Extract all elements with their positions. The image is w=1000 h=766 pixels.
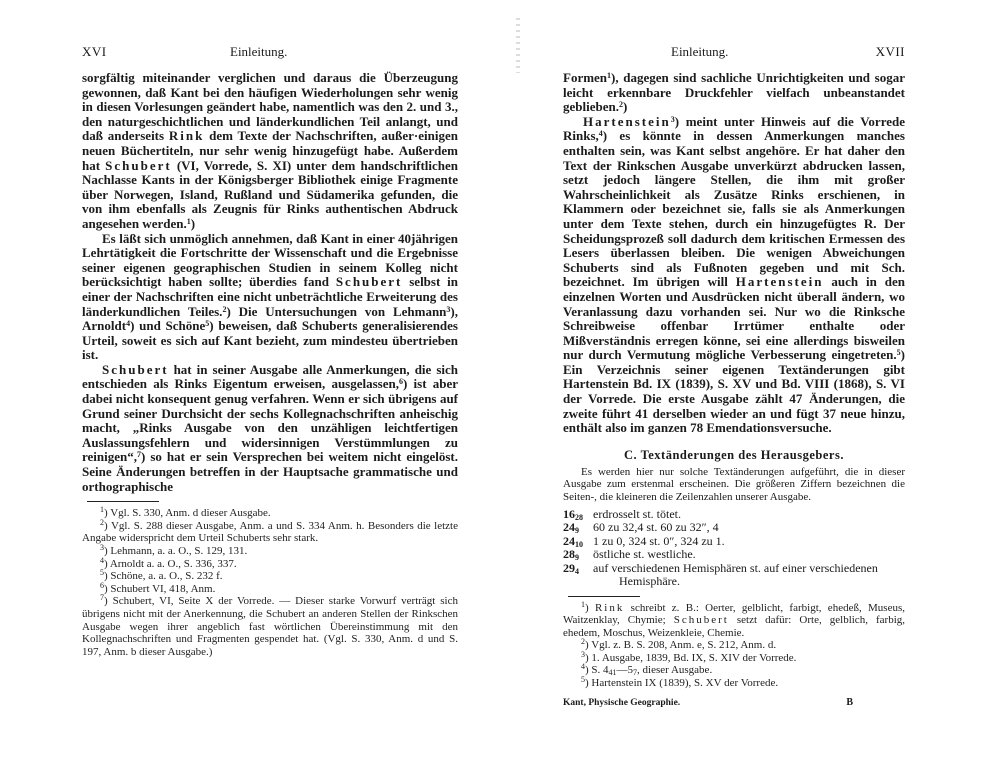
footnote: $^5$) Hartenstein IX (1839), S. XV der Vorrede.: [581, 675, 779, 690]
footnote-ref[interactable]: 5: [896, 348, 901, 358]
section-intro: Es werden hier nur solche Textänderungen aufgeführt, die in dieser Ausgabe zum erstenmal erscheinen. Die größeren Ziffern bezeichnen die Seiten-, die kleineren die Zeilenzahlen unserer Ausgabe.: [563, 465, 905, 503]
footnote: $^7$) Schubert, VI, Seite X der Vorrede. — Dieser starke Vorwurf verträgt sich übrigens nicht mit der Anerkennung, die Schubert an anderen Stellen der Rinkschen Ausgabe wegen ihrer angeblich fast wörtlichen Übereinstimmung mit den Kollegnachschriften und Fragmenten gespendet hat. (Vgl. S. 330, Anm. d und S. 197, Anm. b dieser Ausgabe.): [82, 593, 458, 658]
footnote-ref[interactable]: 3: [670, 114, 675, 124]
text-changes-list: [563, 508, 905, 588]
text-change-item: $16_{28}$ erdrosselt st. tötet.: [563, 507, 681, 523]
right-footnotes: [563, 599, 906, 690]
page-number: XVI: [82, 44, 107, 59]
footnote-ref[interactable]: 4: [126, 319, 131, 329]
spaced-name: Rink: [168, 128, 205, 144]
footnote-divider: [568, 596, 640, 597]
left-body-text: [82, 71, 458, 494]
running-title: Einleitung.: [230, 44, 288, 59]
signature-mark: B: [846, 696, 853, 708]
left-page: [82, 0, 458, 658]
page-number: XVII: [875, 44, 905, 59]
footnote-ref[interactable]: 1: [186, 216, 191, 226]
section-heading: C. Textänderungen des Herausgebers.: [624, 447, 844, 462]
footnote: $^2$) Vgl. S. 288 dieser Ausgabe, Anm. a und S. 334 Anm. h. Besonders die letzte Angabe widerspricht dem Urteil Schuberts sehr stark.: [82, 517, 458, 545]
spaced-name: Schubert: [102, 361, 169, 377]
paragraph: Hartenstein$^3$) meint unter Hinweis auf die Vorrede Rinks,$^4$) es könnte in dessen Anmerkungen manches enthalten sein, was Kant selbst angehöre. Er hat daher den Text der Rinkschen Ausgabe unverkürzt abdrucken lassen, setzt jedoch längere Stellen, die ihm mit großer Wahrscheinlichkeit als Zusätze Rinks erschienen, in Klammern oder bezeichnet sie, falls sie als Anmerkungen unter dem Texte stehen, durch ein hinzugefügtes R. Der Scheidungsprozeß soll dadurch dem kritischen Ermessen des Lesers überlassen bleiben. Die wenigen Abweichungen Schuberts sind als Fußnoten gegeben und mit Sch. bezeichnet. Im übrigen will Hartenstein auch in den einzelnen Worten und Ausdrücken nicht überall ändern, wo Veranlassung dazu vorhanden sei. Nur wo die Rinksche Schreibweise offenbar Irrtümer enthalte oder Mißverständnis erregen könne, sei eine allerdings bisweilen nur durch Vermutung mögliche Verbesserung eingetreten.$^5$) Ein Verzeichnis seiner eigenen Textänderungen gibt Hartenstein Bd. IX (1839), S. XV und Bd. VIII (1868), S. VI der Vorrede. Die erste Ausgabe zählt 47 Änderungen, die zweite führt 41 derselben wieder an und fügt 37 neue hinzu, enthält also im ganzen 78 Emendationsversuche.: [563, 113, 905, 436]
footnote: $^1$) Vgl. S. 330, Anm. d dieser Ausgabe.: [100, 505, 271, 520]
text-change-item: $24_9$ 60 zu 32,4 st. 60 zu 32″, 4: [563, 520, 719, 536]
paragraph: Formen$^1$), dagegen sind sachliche Unrichtigkeiten und sogar leicht erkennbare Druckfehler vielfach unbeanstandet geblieben.$^2$): [563, 70, 905, 115]
footnote: $^4$) Arnoldt a. a. O., S. 336, 337.: [100, 555, 237, 570]
footnote-divider: [87, 501, 159, 502]
spaced-name: Schubert: [335, 274, 403, 290]
footnote-ref[interactable]: 4: [598, 129, 603, 139]
footnote-ref[interactable]: 1: [607, 71, 612, 80]
footnote-ref[interactable]: 5: [205, 319, 210, 329]
footnote-ref[interactable]: 7: [137, 450, 142, 460]
running-title: Einleitung.: [671, 44, 729, 59]
text-change-item: $29_4$ auf verschiedenen Hemisphären st. auf einer verschiedenen Hemisphäre.: [563, 560, 878, 589]
text-change-item: $24_{10}$ 1 zu 0, 324 st. 0″, 324 zu 1.: [563, 533, 725, 549]
spaced-name: Hartenstein: [583, 113, 671, 129]
footnote: $^6$) Schubert VI, 418, Anm.: [100, 580, 216, 595]
left-page-header: [82, 44, 458, 62]
spaced-name: Hartenstein: [735, 274, 824, 290]
paragraph: Schubert hat in seiner Ausgabe alle Anmerkungen, die sich entschieden als Rinks Eigentum erweisen, ausgelassen,$^6$) ist aber dabei nicht konsequent genug verfahren. Wenn er sich übrigens auf Grund seiner Durchsicht der sechs Kollegnachschriften anheischig macht, „Rinks Ausgabe von den unzähligen leichtfertigen Auslassungsfehlern und widersinnigen Verstümmlungen zu reinigen“,$^7$) so hat er sein Versprechen bei weitem nicht eingelöst. Seine Änderungen betreffen in der Hauptsache grammatische und orthographische: [82, 361, 458, 494]
page-footer: [563, 697, 905, 709]
footnote: $^2$) Vgl. z. B. S. 208, Anm. e, S. 212, Anm. d.: [581, 637, 777, 652]
footnote: $^5$) Schöne, a. a. O., S. 232 f.: [100, 568, 223, 583]
text-change-item: $28_9$ östliche st. westliche.: [563, 547, 696, 563]
paragraph: Es läßt sich unmöglich annehmen, daß Kant in einer 40jährigen Lehrtätigkeit die Fortschritte der Wissenschaft und die Ergebnisse seiner eigenen geographischen Studien in seinem Kolleg nicht berücksichtigt haben sollte; überdies fand Schubert selbst in einer der Nachschriften eine nicht unbeträchtliche Erweiterung des länderkundlichen Teiles.$^2$) Die Untersuchungen von Lehmann$^3$), Arnoldt$^4$) und Schöne$^5$) beweisen, daß Schuberts generalisierendes Urteil, soweit es sich auf Kant bezieht, zum mindesteu übertrieben ist.: [82, 230, 458, 363]
footnote-ref[interactable]: 2: [618, 100, 623, 110]
footnote-ref[interactable]: 2: [222, 304, 227, 314]
book-title-footer: Kant, Physische Geographie.: [563, 697, 681, 708]
footnote: $^4$) S. $4_{41}—5_7$, dieser Ausgabe.: [581, 662, 713, 678]
footnote: $^1$) Rink schreibt z. B.: Oerter, gelblicht, farbigt, ehedeß, Museus, Waitzenklay, Chymie; Schubert setzt dafür: Orte, gelblich, farbig, ehedem, Moschus, Weizenkleie, Chemie.: [563, 599, 906, 639]
footnote: $^3$) Lehmann, a. a. O., S. 129, 131.: [100, 543, 248, 557]
spaced-name: Schubert: [105, 157, 172, 173]
left-footnotes: [82, 507, 458, 658]
footnote: $^3$) 1. Ausgabe, 1839, Bd. IX, S. XIV der Vorrede.: [581, 649, 797, 664]
right-page: [563, 0, 905, 709]
right-body-text: [563, 71, 905, 436]
gutter-scan-mark: [516, 18, 520, 73]
paragraph: sorgfältig miteinander verglichen und daraus die Überzeugung gewonnen, daß Kant bei den häufigen Wiederholungen sehr wenig in diesen Vorlesungen geändert habe, namentlich was den 2. und 3., den naturgeschichtlichen und länderkundlichen Teil anlangt, und daß anderseits Rink dem Texte der Nachschriften, außer·einigen neuen Büchertiteln, nur sehr wenig hinzugefügt habe. Außerdem hat Schubert (VI, Vorrede, S. XI) unter dem handschriftlichen Nachlasse Kants in der Königsberger Bibliothek einige Fragmente über Norwegen, Island, Rußland und Südamerika gefunden, die von ihm ebenfalls als Zeugnis für Rinks authentischen Abdruck angesehen werden.$^1$): [82, 70, 458, 231]
right-page-header: [563, 44, 905, 62]
footnote-ref[interactable]: 6: [399, 377, 403, 387]
footnote-ref[interactable]: 3: [446, 304, 451, 314]
